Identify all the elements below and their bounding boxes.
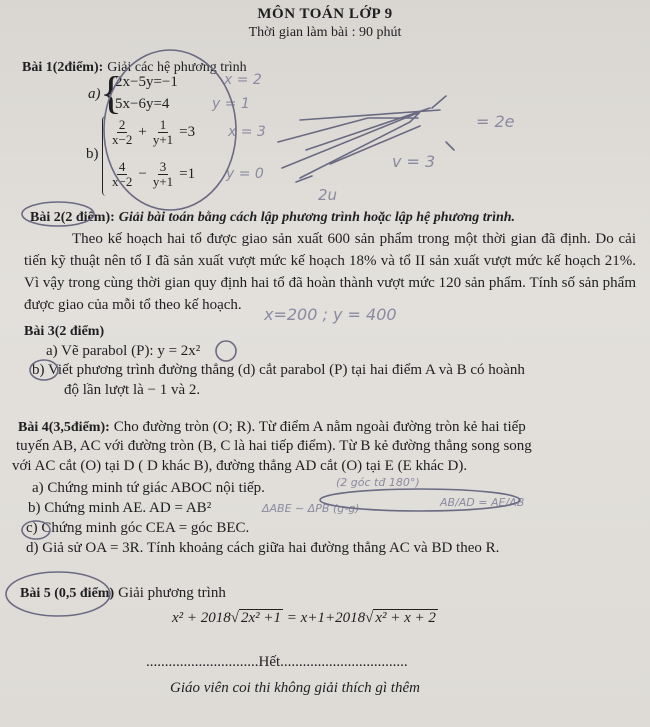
footer-note: Giáo viên coi thi không giải thích gì thêm [170, 680, 420, 696]
bai5-eq-sqrt2: x² + x + 2 [375, 610, 436, 626]
bai4-line3: với AC cắt (O) tại D ( D khác B), đường thẳng AD cắt (O) tại E (E khác D). [12, 458, 468, 474]
bai3-b-line1: b) Viết phương trình đường thẳng (d) cắt parabol (P) tại hai điểm A và B có hoành [32, 362, 525, 378]
bai5-header [20, 584, 226, 602]
bai1-instruction: Giải các hệ phương trình [107, 60, 247, 75]
bai5-heading: Bài 5 (0,5 điểm) [20, 586, 115, 601]
bai3-b-line2: độ lần lượt là − 1 và 2. [64, 382, 201, 398]
bai1-a-brace: { [100, 67, 123, 118]
stroke-tick1 [432, 96, 446, 108]
bai4-line1-wrap [18, 418, 526, 436]
stroke-frac1 [278, 118, 418, 142]
bai5-equation: x² + 2018√ 2x² +1 = x+1+2018√ x² + x + 2 [172, 610, 436, 626]
hand-x2: x = 2 [224, 72, 262, 88]
hand-bai4b-sim: ΔABE ∼ ΔPB (g-g) [262, 502, 360, 515]
hand-bai4b-ratio: AB/AD = AE/AB [440, 496, 525, 509]
hand-2u: 2u [318, 186, 338, 204]
bai2-heading: Bài 2(2 điểm): [30, 210, 115, 225]
bai1-b-eq2: $\frac{4}{x-2}$ − $\frac{3}{y+1}$ =1 [112, 159, 196, 189]
stroke-diag2 [306, 108, 430, 150]
hand-2e: = 2e [476, 112, 515, 131]
bai3-a: a) Vẽ parabol (P): y = 2x² [46, 343, 201, 359]
hand-x3: x = 3 [228, 124, 266, 140]
hand-bai4a: (2 góc tđ 180°) [336, 476, 420, 489]
hand-y0: y = 0 [226, 166, 264, 182]
bai4-a: a) Chứng minh tứ giác ABOC nội tiếp. [32, 480, 265, 496]
bai4-line2: tuyến AB, AC với đường tròn (B, C là hai tiếp điểm). Từ B kẻ đường thẳng song song [16, 438, 532, 454]
bai4-heading: Bài 4(3,5điểm): [18, 420, 110, 435]
hand-v3: v = 3 [392, 152, 436, 171]
bai5-eq-left: x² + 2018 [172, 610, 231, 626]
bai1-a-eq2: 5x−6y=4 [115, 96, 170, 112]
bai1-b-brace [102, 116, 106, 196]
bai2-title: Giải bài toán bằng cách lập phương trình hoặc lập hệ phương trình. [118, 210, 516, 225]
bai2-body: Theo kế hoạch hai tổ được giao sản xuất 600 sản phẩm trong một thời gian đã định. Do cải tiến kỹ thuật nên tổ I đã sản xuất vượt mức kế hoạch 18% và tổ II sản xuất vượt mức kế hoạch 21%. Vì vậy trong cùng thời gian quy định hai tổ đã hoàn thành vượt mức 120 sản phẩm. Tính số sản phẩm được giao của mỗi tổ theo kế hoạch. [24, 231, 636, 313]
bai4-c: c) Chứng minh góc CEA = góc BEC. [26, 520, 250, 536]
circle-2x2 [216, 341, 236, 361]
exam-title: MÔN TOÁN LỚP 9 [257, 6, 393, 22]
footer-dots-right: .................................. [280, 654, 408, 670]
bai4-d: d) Giả sử OA = 3R. Tính khoảng cách giữa hai đường thẳng AC và BD theo R. [26, 540, 500, 556]
hand-answer-bai2: x=200 ; y = 400 [264, 305, 397, 324]
footer-dots-left: .............................. [146, 654, 259, 670]
bai4-line1: Cho đường tròn (O; R). Từ điểm A nằm ngoài đường tròn kẻ hai tiếp [113, 419, 526, 435]
exam-time: Thời gian làm bài : 90 phút [248, 25, 402, 40]
stroke-frac2 [300, 110, 440, 120]
bai5-instruction: Giải phương trình [118, 585, 226, 601]
bai3-heading: Bài 3(2 điểm) [24, 324, 105, 339]
footer-end-label: Hết [258, 654, 281, 670]
hand-y1: y = 1 [212, 96, 250, 112]
bai1-heading: Bài 1(2điểm): [22, 60, 104, 75]
bai1-b-label: b) [86, 146, 99, 162]
footer-end [146, 654, 408, 671]
bai5-eq-sqrt1: 2x² +1 [241, 610, 282, 626]
bai1-a-eq1: 2x−5y=−1 [115, 74, 178, 90]
bai4-b: b) Chứng minh AE. AD = AB² [28, 500, 212, 516]
stroke-tick2 [446, 142, 454, 150]
bai2-header [30, 208, 515, 226]
bai5-eq-mid: = x+1+2018 [283, 610, 366, 626]
bai1-b-eq1: $\frac{2}{x-2}$ + $\frac{1}{y+1}$ =3 [112, 117, 196, 147]
bai1-a-label: a) [88, 86, 101, 102]
stroke-mark [296, 176, 312, 182]
